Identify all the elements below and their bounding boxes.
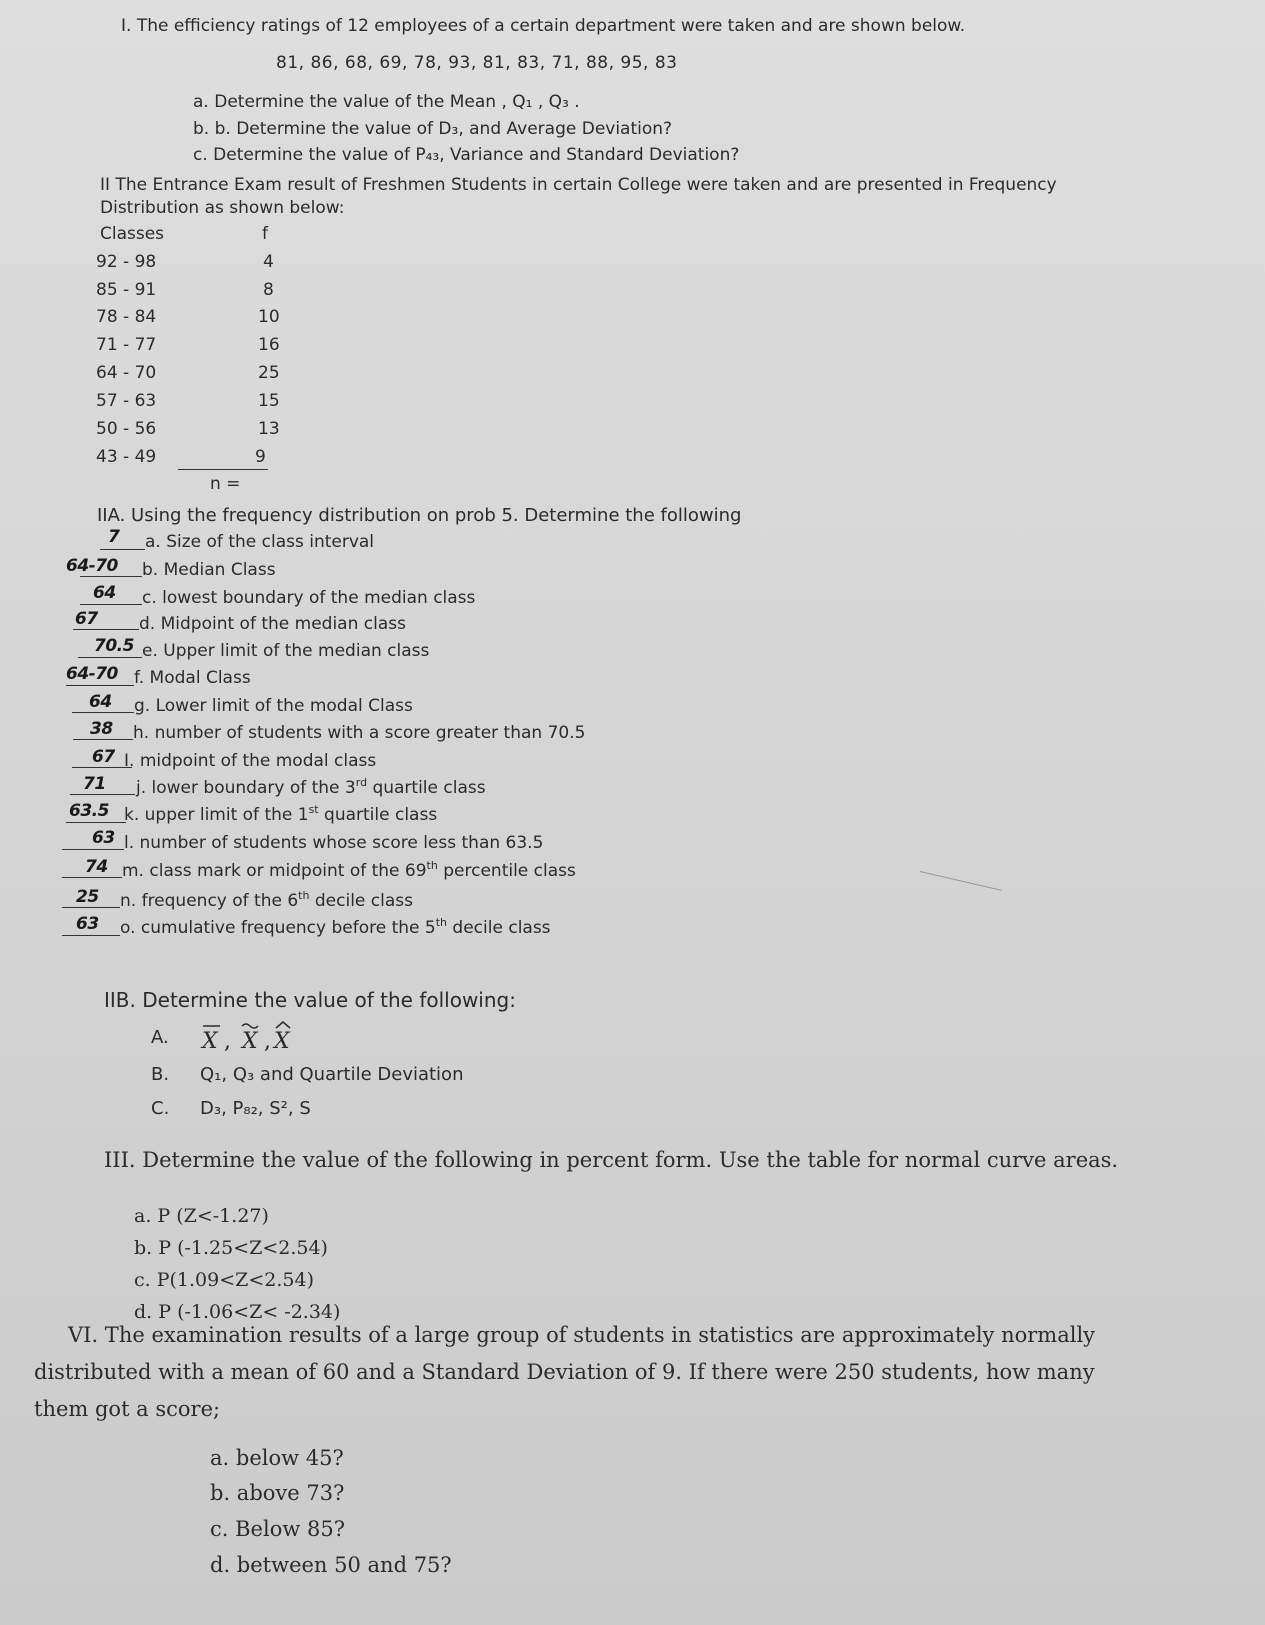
part6-item-d: d. between 50 and 75? xyxy=(210,1553,452,1577)
freq-row-class: 71 - 77 xyxy=(96,335,157,355)
answer-item-text: f. Modal Class xyxy=(134,668,251,688)
handwritten-answer: 38 xyxy=(90,719,113,739)
answer-blank-line xyxy=(73,629,139,630)
freq-row-class: 85 - 91 xyxy=(96,280,157,300)
svg-text:X: X xyxy=(242,1029,258,1054)
handwritten-answer: 64 xyxy=(93,583,116,603)
handwritten-answer: 64 xyxy=(89,692,112,712)
handwritten-answer: 67 xyxy=(92,747,115,767)
part2b-c-label: C. xyxy=(151,1098,170,1119)
answer-item-text: b. Median Class xyxy=(142,560,276,580)
answer-item-text: m. class mark or midpoint of the 69th percentile class xyxy=(122,859,576,881)
freq-table-header-classes: Classes xyxy=(100,224,165,244)
handwritten-answer: 64-70 xyxy=(66,664,118,684)
part2-intro-line1: II The Entrance Exam result of Freshmen Students in certain College were taken and are presented in Frequency xyxy=(100,175,1057,195)
answer-blank-line xyxy=(78,657,142,658)
answer-item-text: k. upper limit of the 1st quartile class xyxy=(124,803,438,825)
answer-blank-line xyxy=(73,739,133,740)
handwritten-answer: 7 xyxy=(108,527,120,547)
answer-blank-line xyxy=(62,877,122,878)
answer-item-text: j. lower boundary of the 3rd quartile class xyxy=(136,776,486,798)
answer-blank-line xyxy=(80,604,142,605)
answer-blank-line xyxy=(66,822,126,823)
handwritten-answer: 67 xyxy=(75,609,98,629)
part1-intro: I. The efficiency ratings of 12 employees of a certain department were taken and are shown below. xyxy=(121,16,966,36)
freq-row-f: 13 xyxy=(258,419,280,439)
part1-question-a: a. Determine the value of the Mean , Q₁ , Q₃ . xyxy=(193,92,580,112)
svg-text:X: X xyxy=(274,1029,290,1054)
freq-row-class: 78 - 84 xyxy=(96,307,157,327)
freq-total-n-label: n = xyxy=(210,474,241,494)
answer-item-text: e. Upper limit of the median class xyxy=(142,641,430,661)
mean-median-mode-symbols xyxy=(200,1020,310,1054)
part3-item-a: a. P (Z<-1.27) xyxy=(134,1205,269,1227)
part6-item-b: b. above 73? xyxy=(210,1481,345,1505)
part3-item-c: c. P(1.09<Z<2.54) xyxy=(134,1269,314,1291)
answer-blank-line xyxy=(62,907,120,908)
part3-item-d: d. P (-1.06<Z< -2.34) xyxy=(134,1301,341,1323)
part2b-heading: IIB. Determine the value of the following: xyxy=(104,988,516,1012)
handwritten-answer: 74 xyxy=(85,857,108,877)
freq-row-class: 57 - 63 xyxy=(96,391,157,411)
part2a-heading: IIA. Using the frequency distribution on prob 5. Determine the following xyxy=(97,505,742,526)
part1-data: 81, 86, 68, 69, 78, 93, 81, 83, 71, 88, 95, 83 xyxy=(276,53,678,73)
svg-text:,: , xyxy=(264,1029,271,1054)
part3-heading: III. Determine the value of the following in percent form. Use the table for normal curve areas. xyxy=(104,1148,1119,1172)
answer-item-text: h. number of students with a score greater than 70.5 xyxy=(133,723,586,743)
answer-blank-line xyxy=(80,576,142,577)
part3-item-b: b. P (-1.25<Z<2.54) xyxy=(134,1237,328,1259)
part2b-b-text: Q₁, Q₃ and Quartile Deviation xyxy=(200,1064,464,1085)
answer-item-text: g. Lower limit of the modal Class xyxy=(134,696,413,716)
answer-item-text: a. Size of the class interval xyxy=(145,532,375,552)
answer-blank-line xyxy=(70,794,135,795)
answer-blank-line xyxy=(100,549,145,550)
part6-item-a: a. below 45? xyxy=(210,1446,344,1470)
answer-item-text: n. frequency of the 6th decile class xyxy=(120,889,413,911)
freq-table-header-f: f xyxy=(262,224,268,244)
answer-blank-line xyxy=(62,849,124,850)
part6-item-c: c. Below 85? xyxy=(210,1517,345,1541)
answer-blank-line xyxy=(62,935,120,936)
freq-row-f: 15 xyxy=(258,391,280,411)
part1-question-c: c. Determine the value of P₄₃, Variance and Standard Deviation? xyxy=(193,145,740,165)
freq-row-class: 92 - 98 xyxy=(96,252,157,272)
handwritten-answer: 71 xyxy=(83,774,106,794)
handwritten-answer: 63 xyxy=(76,914,99,934)
answer-item-text: o. cumulative frequency before the 5th decile class xyxy=(120,916,551,938)
handwritten-answer: 64-70 xyxy=(66,556,118,576)
handwritten-answer: 25 xyxy=(76,887,99,907)
handwritten-answer: 63 xyxy=(92,828,115,848)
freq-row-f: 16 xyxy=(258,335,280,355)
part2b-a-label: A. xyxy=(151,1027,169,1048)
answer-item-text: l. number of students whose score less than 63.5 xyxy=(124,833,544,853)
freq-row-f: 4 xyxy=(263,252,274,272)
part2b-c-text: D₃, P₈₂, S², S xyxy=(200,1098,311,1119)
freq-row-class: 43 - 49 xyxy=(96,447,157,467)
handwritten-answer: 70.5 xyxy=(94,636,134,656)
part6-line2: distributed with a mean of 60 and a Standard Deviation of 9. If there were 250 students, how many xyxy=(34,1360,1095,1384)
freq-row-f: 9 xyxy=(255,447,266,467)
part2b-a-symbols xyxy=(200,1020,310,1060)
part1-question-b: b. b. Determine the value of D₃, and Average Deviation? xyxy=(193,119,673,139)
freq-row-class: 64 - 70 xyxy=(96,363,157,383)
answer-item-text: c. lowest boundary of the median class xyxy=(142,588,476,608)
svg-text:,: , xyxy=(224,1029,231,1054)
part6-line3: them got a score; xyxy=(34,1397,221,1421)
answer-blank-line xyxy=(72,767,132,768)
freq-row-f: 8 xyxy=(263,280,274,300)
svg-text:X: X xyxy=(202,1029,218,1054)
answer-item-text: d. Midpoint of the median class xyxy=(139,614,406,634)
freq-total-rule xyxy=(178,469,268,470)
freq-row-f: 10 xyxy=(258,307,280,327)
answer-blank-line xyxy=(66,685,134,686)
part2-intro-line2: Distribution as shown below: xyxy=(100,198,345,218)
part2b-b-label: B. xyxy=(151,1064,170,1085)
part6-line1: VI. The examination results of a large group of students in statistics are approximately normally xyxy=(68,1323,1096,1347)
freq-row-f: 25 xyxy=(258,363,280,383)
answer-item-text: I. midpoint of the modal class xyxy=(124,751,377,771)
pencil-mark xyxy=(920,871,1002,891)
answer-blank-line xyxy=(72,712,134,713)
freq-row-class: 50 - 56 xyxy=(96,419,157,439)
handwritten-answer: 63.5 xyxy=(69,801,109,821)
